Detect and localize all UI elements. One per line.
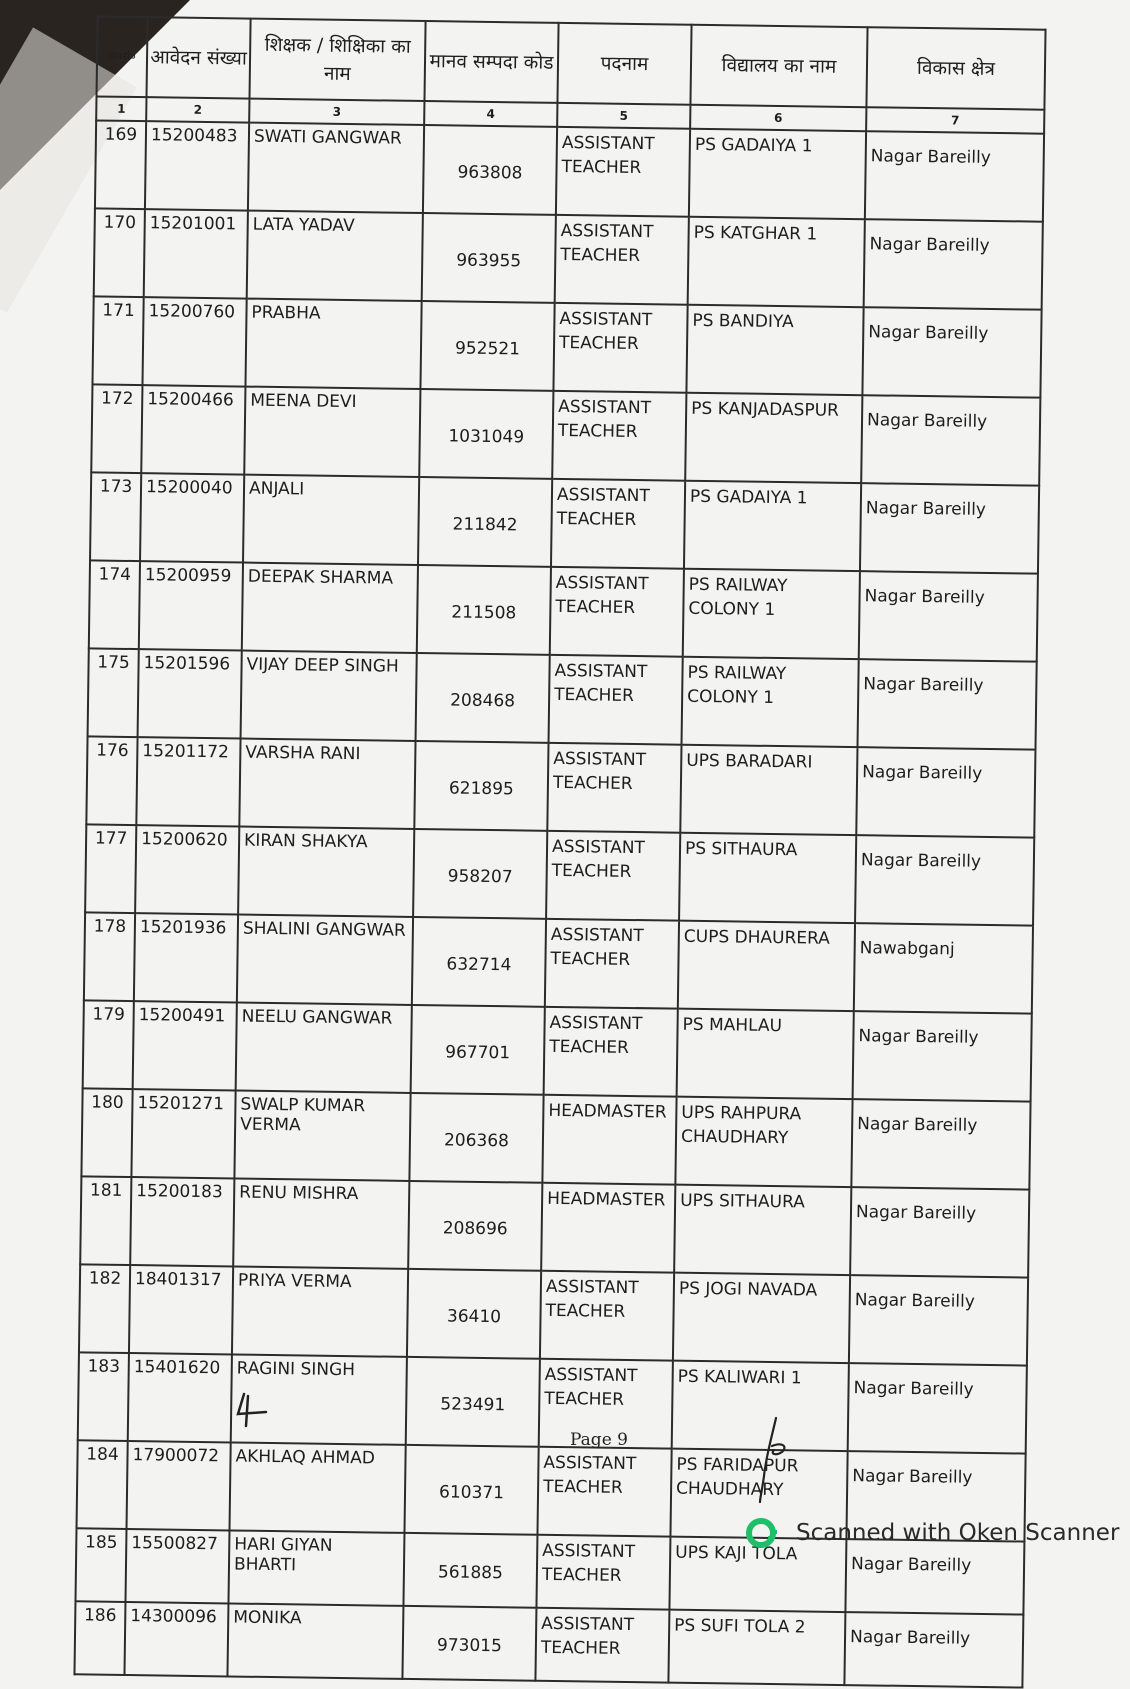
- teacher-name-cell: VARSHA RANI: [239, 739, 415, 829]
- hr-code-cell: 967701: [411, 1005, 545, 1095]
- school-name-cell: UPS RAHPURA CHAUDHARY: [675, 1097, 852, 1187]
- application-no-cell: 15201271: [131, 1089, 235, 1178]
- development-area-cell: Nagar Bareilly: [865, 131, 1044, 221]
- school-name-cell: PS GADAIYA 1: [684, 481, 861, 571]
- serial-no-cell: 178: [84, 912, 135, 1001]
- hr-code-cell: 211508: [417, 565, 551, 655]
- development-area-cell: Nagar Bareilly: [844, 1612, 1023, 1687]
- scanner-watermark: [746, 1516, 1119, 1550]
- development-area-cell: Nagar Bareilly: [864, 219, 1043, 309]
- table-row: [81, 1088, 1030, 1189]
- header-development-area: विकास क्षेत्र: [866, 27, 1045, 109]
- designation-cell: ASSISTANT TEACHER: [540, 1271, 674, 1361]
- column-number: 7: [866, 107, 1044, 133]
- hr-code-cell: 963808: [423, 125, 557, 215]
- teacher-name-cell: RAGINI SINGH: [231, 1354, 407, 1444]
- hr-code-cell: 208696: [408, 1181, 542, 1271]
- hr-code-cell: 208468: [416, 653, 550, 743]
- designation-cell: ASSISTANT TEACHER: [553, 303, 687, 393]
- designation-cell: ASSISTANT TEACHER: [552, 391, 686, 481]
- application-no-cell: 15200040: [140, 473, 244, 562]
- hr-code-cell: 621895: [414, 741, 548, 831]
- application-no-cell: 15200959: [139, 561, 243, 650]
- school-name-cell: PS RAILWAY COLONY 1: [683, 569, 860, 659]
- school-name-cell: PS KANJADASPUR: [685, 393, 862, 483]
- table-row: [90, 472, 1039, 573]
- application-no-cell: 15201936: [134, 913, 238, 1002]
- header-application-no: आवेदन संख्या: [146, 17, 250, 98]
- school-name-cell: PS SUFI TOLA 2: [668, 1610, 845, 1685]
- application-no-cell: 15200620: [135, 825, 239, 914]
- table-row: [88, 648, 1037, 749]
- handwritten-page-mark: [232, 1392, 272, 1432]
- table-row: [86, 736, 1035, 837]
- table-row: [83, 1000, 1032, 1101]
- application-no-cell: 15200183: [130, 1177, 234, 1266]
- teacher-name-cell: SWALP KUMAR VERMA: [234, 1090, 410, 1180]
- designation-cell: ASSISTANT TEACHER: [544, 1007, 678, 1097]
- teacher-name-cell: VIJAY DEEP SINGH: [241, 651, 417, 741]
- handwritten-four-icon: [232, 1392, 272, 1428]
- table-row: [91, 384, 1040, 485]
- serial-no-cell: 183: [78, 1352, 129, 1441]
- teacher-roster-table: [73, 15, 1046, 1688]
- designation-cell: HEADMASTER: [542, 1095, 676, 1185]
- serial-no-cell: 176: [86, 736, 137, 825]
- header-teacher-name: शिक्षक / शिक्षिका का नाम: [249, 19, 425, 101]
- hr-code-cell: 958207: [413, 829, 547, 919]
- school-name-cell: PS KATGHAR 1: [688, 217, 865, 307]
- serial-no-cell: 170: [94, 208, 145, 297]
- application-no-cell: 15200491: [133, 1001, 237, 1090]
- designation-cell: ASSISTANT TEACHER: [555, 215, 689, 305]
- column-number: 3: [249, 99, 424, 125]
- development-area-cell: Nawabganj: [854, 923, 1033, 1013]
- designation-cell: ASSISTANT TEACHER: [545, 919, 679, 1009]
- teacher-name-cell: ANJALI: [243, 475, 419, 565]
- school-name-cell: PS MAHLAU: [677, 1009, 854, 1099]
- hr-code-cell: 1031049: [419, 389, 553, 479]
- header-row: [97, 16, 1046, 109]
- school-name-cell: PS KALIWARI 1: [672, 1361, 849, 1451]
- teacher-name-cell: HARI GIYAN BHARTI: [228, 1530, 404, 1605]
- application-no-cell: 15200483: [145, 121, 249, 210]
- table-row: [84, 912, 1033, 1013]
- application-no-cell: 15201001: [144, 209, 248, 298]
- serial-no-cell: 185: [75, 1528, 126, 1602]
- column-number: 4: [424, 101, 557, 127]
- serial-no-cell: 174: [89, 560, 140, 649]
- designation-cell: ASSISTANT TEACHER: [550, 567, 684, 657]
- oken-scanner-logo-icon: [746, 1516, 780, 1550]
- hr-code-cell: 963955: [422, 213, 556, 303]
- school-name-cell: PS SITHAURA: [679, 833, 856, 923]
- serial-no-cell: 179: [83, 1000, 134, 1089]
- teacher-name-cell: AKHLAQ AHMAD: [229, 1442, 405, 1532]
- teacher-name-cell: KIRAN SHAKYA: [238, 827, 414, 917]
- school-name-cell: PS RAILWAY COLONY 1: [682, 657, 859, 747]
- designation-cell: ASSISTANT TEACHER: [536, 1535, 670, 1610]
- serial-no-cell: 171: [92, 296, 143, 385]
- school-name-cell: PS JOGI NAVADA: [673, 1273, 850, 1363]
- header-serial-no: क्र०सं०: [97, 16, 148, 97]
- application-no-cell: 15201596: [138, 649, 242, 738]
- signature-icon: [752, 1416, 802, 1506]
- teacher-name-cell: RENU MISHRA: [233, 1178, 409, 1268]
- teacher-name-cell: NEELU GANGWAR: [236, 1003, 412, 1093]
- serial-no-cell: 175: [88, 648, 139, 737]
- serial-no-cell: 172: [91, 384, 142, 473]
- development-area-cell: Nagar Bareilly: [848, 1363, 1027, 1453]
- hr-code-cell: 973015: [402, 1606, 536, 1681]
- teacher-name-cell: PRIYA VERMA: [232, 1266, 408, 1356]
- page-number: Page 9: [570, 1430, 628, 1450]
- development-area-cell: Nagar Bareilly: [857, 659, 1036, 749]
- application-no-cell: 14300096: [124, 1602, 228, 1676]
- teacher-name-cell: MONIKA: [227, 1603, 403, 1678]
- development-area-cell: Nagar Bareilly: [855, 835, 1034, 925]
- school-name-cell: CUPS DHAURERA: [678, 921, 855, 1011]
- designation-cell: ASSISTANT TEACHER: [539, 1359, 673, 1449]
- column-number: 5: [557, 103, 690, 129]
- hr-code-cell: 632714: [412, 917, 546, 1007]
- hr-code-cell: 211842: [418, 477, 552, 567]
- school-name-cell: PS FARIDAPUR CHAUDHARY: [670, 1449, 847, 1539]
- application-no-cell: 18401317: [129, 1265, 233, 1354]
- application-no-cell: 15200760: [142, 297, 246, 386]
- school-name-cell: PS BANDIYA: [686, 305, 863, 395]
- signature: [752, 1416, 802, 1510]
- teacher-name-cell: DEEPAK SHARMA: [242, 563, 418, 653]
- teacher-name-cell: SHALINI GANGWAR: [237, 915, 413, 1005]
- application-no-cell: 15200466: [141, 385, 245, 474]
- development-area-cell: Nagar Bareilly: [862, 307, 1041, 397]
- hr-code-cell: 952521: [420, 301, 554, 391]
- header-designation: पदनाम: [557, 23, 691, 105]
- development-area-cell: Nagar Bareilly: [851, 1099, 1030, 1189]
- table-row: [95, 120, 1044, 221]
- application-no-cell: 15201172: [136, 737, 240, 826]
- application-no-cell: 15401620: [128, 1353, 232, 1442]
- development-area-cell: Nagar Bareilly: [856, 747, 1035, 837]
- designation-cell: ASSISTANT TEACHER: [549, 655, 683, 745]
- serial-no-cell: 169: [95, 120, 146, 209]
- teacher-name-cell: LATA YADAV: [247, 211, 423, 301]
- application-no-cell: 15500827: [125, 1529, 229, 1603]
- school-name-cell: PS GADAIYA 1: [689, 129, 866, 219]
- development-area-cell: Nagar Bareilly: [853, 1011, 1032, 1101]
- school-name-cell: UPS BARADARI: [680, 745, 857, 835]
- serial-no-cell: 180: [81, 1088, 132, 1177]
- serial-no-cell: 177: [85, 824, 136, 913]
- hr-code-cell: 610371: [404, 1445, 538, 1535]
- school-name-cell: UPS KAJI TOLA: [669, 1537, 846, 1612]
- hr-code-cell: 206368: [409, 1093, 543, 1183]
- column-number: 2: [146, 97, 249, 122]
- designation-cell: ASSISTANT TEACHER: [537, 1447, 671, 1537]
- header-school-name: विद्यालय का नाम: [690, 25, 867, 107]
- teacher-name-cell: PRABHA: [245, 299, 421, 389]
- serial-no-cell: 181: [80, 1176, 131, 1265]
- school-name-cell: UPS SITHAURA: [674, 1185, 851, 1275]
- designation-cell: ASSISTANT TEACHER: [547, 743, 681, 833]
- table-row: [79, 1264, 1028, 1365]
- serial-no-cell: 173: [90, 472, 141, 561]
- development-area-cell: Nagar Bareilly: [861, 395, 1040, 485]
- development-area-cell: Nagar Bareilly: [846, 1451, 1025, 1541]
- designation-cell: ASSISTANT TEACHER: [551, 479, 685, 569]
- table-row: [80, 1176, 1029, 1277]
- development-area-cell: Nagar Bareilly: [859, 571, 1038, 661]
- column-number: 1: [96, 96, 146, 121]
- teacher-name-cell: SWATI GANGWAR: [248, 123, 424, 213]
- development-area-cell: Nagar Bareilly: [849, 1275, 1028, 1365]
- column-number: 6: [690, 105, 866, 131]
- serial-no-cell: 182: [79, 1264, 130, 1353]
- development-area-cell: Nagar Bareilly: [845, 1539, 1024, 1614]
- header-hr-code: मानव सम्पदा कोड: [424, 21, 558, 103]
- scanner-text: Scanned with Oken Scanner: [796, 1520, 1120, 1546]
- hr-code-cell: 561885: [403, 1533, 537, 1608]
- designation-cell: HEADMASTER: [541, 1183, 675, 1273]
- table-row: [94, 208, 1043, 309]
- table-row: [78, 1352, 1027, 1453]
- designation-cell: ASSISTANT TEACHER: [535, 1608, 669, 1683]
- table-row: [89, 560, 1038, 661]
- hr-code-cell: 523491: [406, 1357, 540, 1447]
- teacher-name-cell: MEENA DEVI: [244, 387, 420, 477]
- designation-cell: ASSISTANT TEACHER: [546, 831, 680, 921]
- application-no-cell: 17900072: [127, 1441, 231, 1530]
- serial-no-cell: 186: [74, 1601, 125, 1675]
- designation-cell: ASSISTANT TEACHER: [556, 127, 690, 217]
- development-area-cell: Nagar Bareilly: [850, 1187, 1029, 1277]
- table-row: [74, 1601, 1023, 1687]
- table-row: [85, 824, 1034, 925]
- hr-code-cell: 36410: [407, 1269, 541, 1359]
- development-area-cell: Nagar Bareilly: [860, 483, 1039, 573]
- table-row: [92, 296, 1041, 397]
- serial-no-cell: 184: [77, 1440, 128, 1529]
